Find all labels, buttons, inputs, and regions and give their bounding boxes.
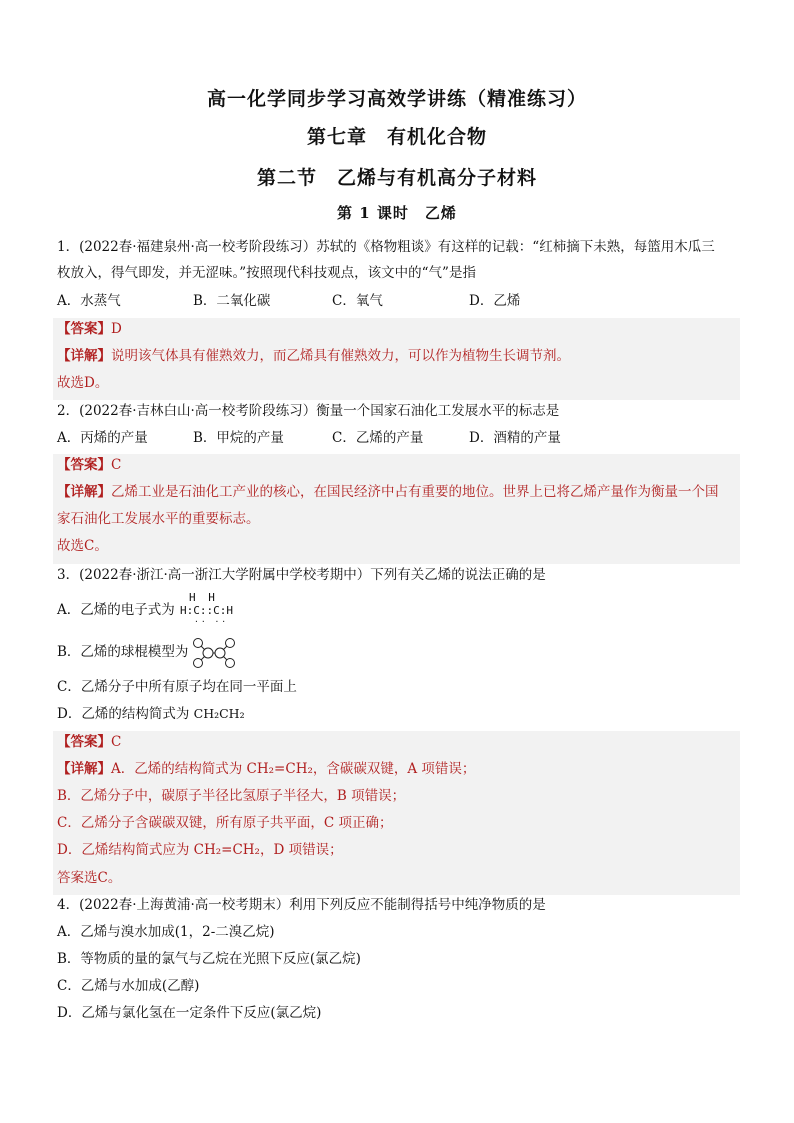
q2-option-a: A．丙烯的产量 bbox=[57, 430, 148, 446]
q4-stem-line1: 4．(2022春·上海黄浦·高一校考期末）利用下列反应不能制得括号中纯净物质的是 bbox=[57, 897, 546, 913]
q4-option-c: C．乙烯与水加成(乙醇) bbox=[57, 978, 200, 994]
q2-detail-text1: 乙烯工业是石油化工产业的核心，在国民经济中占有重要的地位。世界上已将乙烯产量作为衡量一个国 bbox=[111, 484, 719, 500]
q3-conclusion: 答案选C。 bbox=[57, 870, 122, 886]
q3-detail-a: A．乙烯的结构简式为 CH₂=CH₂，含碳碳双键，A 项错误； bbox=[111, 761, 476, 777]
chapter-title: 第七章 有机化合物 bbox=[306, 126, 487, 148]
q2-detail-text2: 家石油化工发展水平的重要标志。 bbox=[57, 511, 260, 527]
q1-detail-tag: 【详解】 bbox=[57, 348, 111, 364]
q2-option-b: B．甲烷的产量 bbox=[193, 430, 284, 446]
q1-option-d: D．乙烯 bbox=[469, 293, 521, 309]
doc-title: 高一化学同步学习高效学讲练（精准练习） bbox=[206, 88, 587, 110]
q4-option-a: A．乙烯与溴水加成(1，2-二溴乙烷) bbox=[57, 924, 275, 940]
electron-formula-dots: ·· ·· bbox=[194, 617, 229, 626]
q3-detail-b: B．乙烯分子中，碳原子半径比氢原子半径大，B 项错误； bbox=[57, 788, 406, 804]
section-title: 第二节 乙烯与有机高分子材料 bbox=[256, 167, 537, 189]
q3-option-d bbox=[57, 703, 245, 725]
q1-option-b: B．二氧化碳 bbox=[193, 293, 271, 309]
q2-answer-tag: 【答案】 bbox=[57, 457, 111, 473]
q2-conclusion: 故选C。 bbox=[57, 538, 108, 554]
q3-option-b-text: B．乙烯的球棍模型为 bbox=[57, 644, 189, 660]
electron-formula bbox=[180, 592, 244, 628]
q3-stem-line1: 3．(2022春·浙江·高一浙江大学附属中学校考期中）下列有关乙烯的说法正确的是 bbox=[57, 567, 546, 583]
q4-option-b: B．等物质的量的氯气与乙烷在光照下反应(氯乙烷) bbox=[57, 951, 361, 967]
q2-answer-line bbox=[57, 454, 121, 476]
lesson-title: 第 1 课时 乙烯 bbox=[337, 204, 457, 222]
q1-option-a: A．水蒸气 bbox=[57, 293, 121, 309]
q1-answer-line bbox=[57, 318, 122, 340]
q1-detail-text: 说明该气体具有催熟效力，而乙烯具有催熟效力，可以作为植物生长调节剂。 bbox=[111, 348, 570, 364]
q3-option-a-text: A．乙烯的电子式为 bbox=[57, 602, 175, 618]
q3-answer-value: C bbox=[111, 734, 122, 750]
q3-option-c: C．乙烯分子中所有原子均在同一平面上 bbox=[57, 679, 297, 695]
q1-detail-line bbox=[57, 345, 570, 367]
q1-conclusion: 故选D。 bbox=[57, 375, 109, 391]
q3-option-d-formula: CH₂CH₂ bbox=[193, 706, 245, 721]
electron-formula-middle: H:C::C:H bbox=[180, 604, 233, 617]
q3-option-d-text: D．乙烯的结构简式为 bbox=[57, 706, 194, 722]
q3-option-b bbox=[57, 641, 188, 663]
ball-stick-model bbox=[192, 637, 236, 669]
q4-option-d: D．乙烯与氯化氢在一定条件下反应(氯乙烷) bbox=[57, 1005, 322, 1021]
q1-options bbox=[57, 290, 747, 312]
q2-option-d: D．酒精的产量 bbox=[469, 430, 561, 446]
q1-answer-value: D bbox=[111, 321, 122, 337]
q1-stem-line1: 1．(2022春·福建泉州·高一校考阶段练习）苏轼的《格物粗谈》有这样的记载：“红柿摘下未熟，每篮用木瓜三 bbox=[57, 239, 715, 255]
q3-option-a bbox=[57, 599, 175, 621]
q2-answer-value: C bbox=[111, 457, 122, 473]
q1-stem-line2: 枚放入，得气即发，并无涩味。”按照现代科技观点，该文中的“气”是指 bbox=[57, 265, 476, 281]
q1-answer-tag: 【答案】 bbox=[57, 321, 111, 337]
q3-answer-line bbox=[57, 731, 121, 753]
q2-detail-line1 bbox=[57, 481, 719, 503]
q3-detail-line-a bbox=[57, 758, 475, 780]
q3-answer-tag: 【答案】 bbox=[57, 734, 111, 750]
q3-detail-tag: 【详解】 bbox=[57, 761, 111, 777]
q2-detail-tag: 【详解】 bbox=[57, 484, 111, 500]
q1-option-c: C．氧气 bbox=[332, 293, 383, 309]
q2-answer-block bbox=[53, 454, 740, 564]
electron-formula-top: H H bbox=[189, 591, 218, 604]
q2-stem-line1: 2．(2022春·吉林白山·高一校考阶段练习）衡量一个国家石油化工发展水平的标志是 bbox=[57, 403, 560, 419]
q2-options bbox=[57, 427, 747, 449]
q3-detail-c: C．乙烯分子含碳碳双键，所有原子共平面，C 项正确； bbox=[57, 815, 393, 831]
q3-answer-block bbox=[53, 731, 740, 895]
q3-detail-d: D．乙烯结构简式应为 CH₂=CH₂，D 项错误； bbox=[57, 842, 343, 858]
q2-option-c: C．乙烯的产量 bbox=[332, 430, 424, 446]
q1-answer-block bbox=[53, 318, 740, 400]
